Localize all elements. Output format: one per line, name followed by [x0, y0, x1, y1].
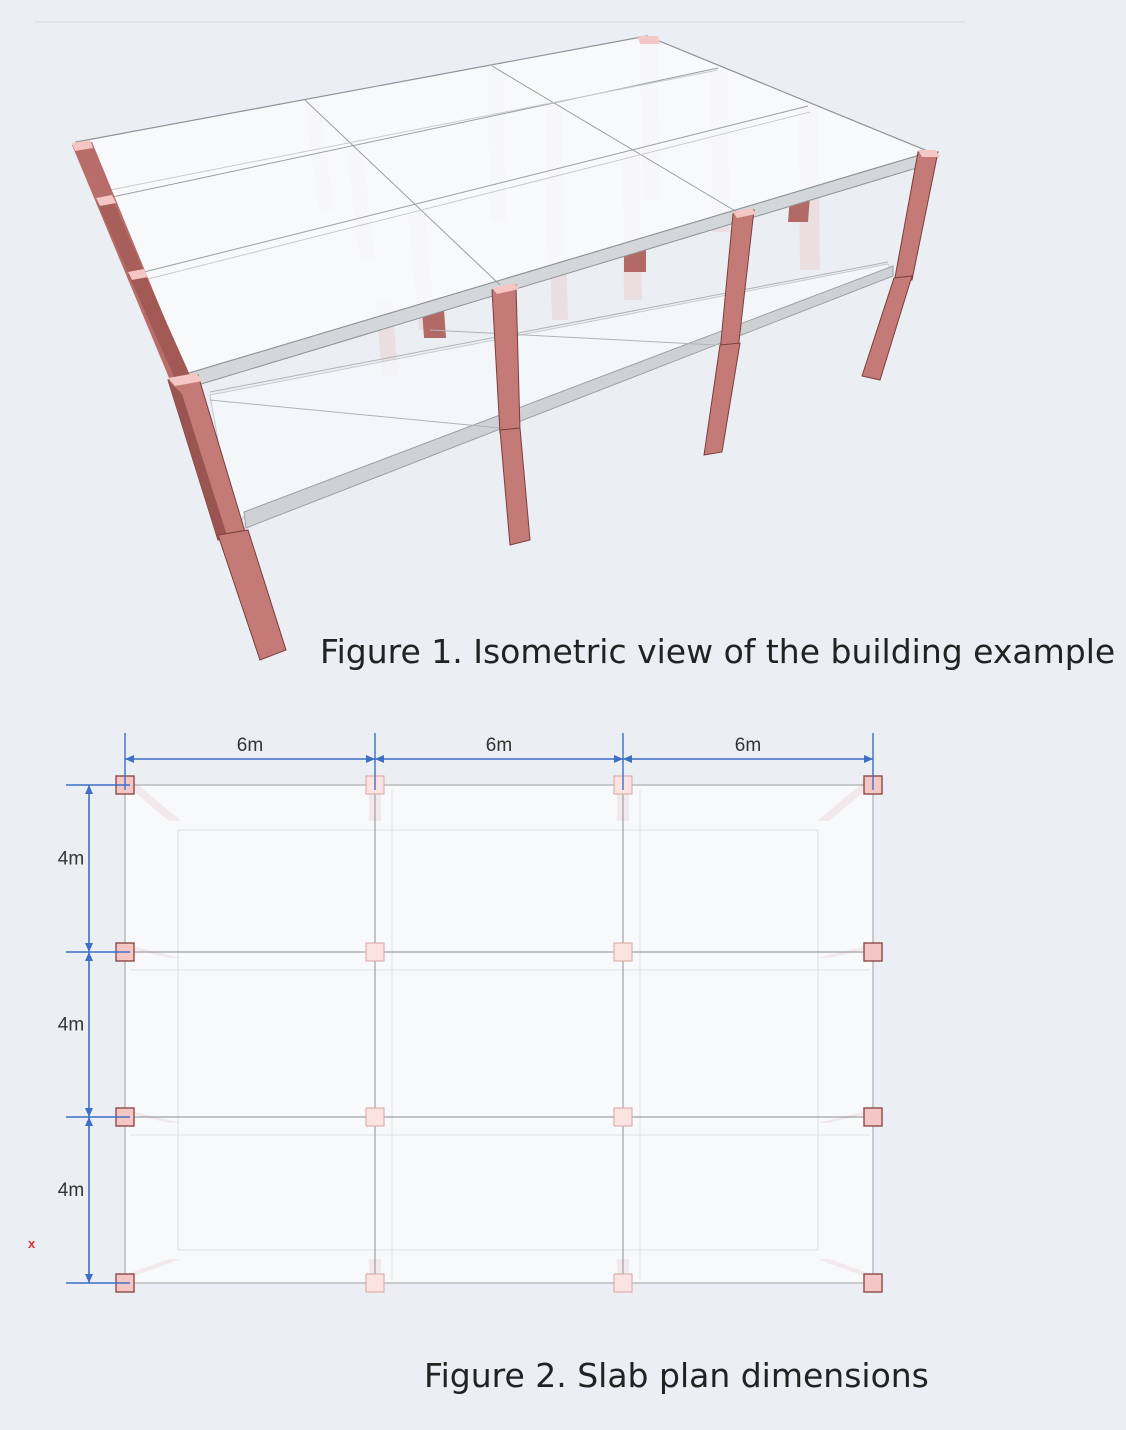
figure-2-caption: Figure 2. Slab plan dimensions: [424, 1356, 929, 1395]
column-front-middle-1-lower: [500, 428, 530, 545]
plan-column: [864, 943, 882, 961]
dimension-label-y: 4m: [57, 1180, 85, 1201]
plan-column: [864, 1274, 882, 1292]
dimension-arrow: [366, 755, 375, 763]
plan-column: [614, 1274, 632, 1292]
plan-column: [614, 1108, 632, 1126]
dimension-arrow: [85, 785, 93, 794]
dimension-arrow: [85, 1274, 93, 1283]
column-front-right-lower: [862, 276, 912, 380]
dimension-label-x: 6m: [734, 735, 762, 756]
dimension-arrow: [85, 943, 93, 952]
dimension-arrow: [375, 755, 384, 763]
dimension-arrow: [85, 952, 93, 961]
dimension-arrow: [864, 755, 873, 763]
plan-column: [614, 943, 632, 961]
dimension-label-x: 6m: [485, 735, 513, 756]
dimension-arrow: [85, 1117, 93, 1126]
slab-plan: [116, 776, 882, 1292]
column-cap: [638, 36, 660, 44]
axis-marker: x: [28, 1236, 36, 1251]
figure-1-caption: Figure 1. Isometric view of the building example: [320, 632, 1116, 671]
dimension-arrow: [623, 755, 632, 763]
plan-column: [366, 1108, 384, 1126]
dimension-label-x: 6m: [236, 735, 264, 756]
plan-column: [366, 943, 384, 961]
dimension-arrow: [85, 1108, 93, 1117]
dimension-arrow: [614, 755, 623, 763]
isometric-view: [72, 36, 940, 660]
plan-column: [864, 1108, 882, 1126]
column-front-left-lower: [218, 530, 286, 660]
dimension-arrow: [125, 755, 134, 763]
column-front-middle-2-lower: [704, 343, 740, 455]
dimension-label-y: 4m: [57, 848, 85, 870]
dimension-label-y: 4m: [57, 1014, 85, 1036]
slab-outline: [125, 785, 873, 1283]
plan-column: [366, 1274, 384, 1292]
